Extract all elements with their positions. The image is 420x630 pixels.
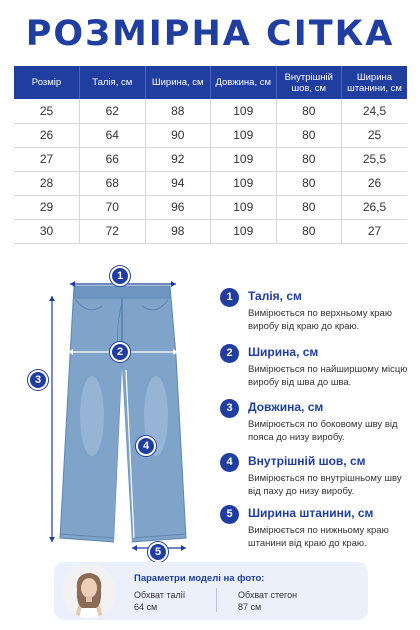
model-params-title: Параметри моделі на фото: [134, 573, 265, 584]
table-cell: 29 [14, 195, 80, 219]
marker-1: 1 [110, 266, 130, 286]
measurement-text: Вимірюється по нижньому краю штанини від краю до краю. [248, 525, 389, 549]
jeans-figure [30, 266, 210, 566]
model-waist-value: 64 см [134, 602, 158, 612]
measurement-number: 2 [220, 344, 239, 363]
table-cell: 109 [211, 219, 277, 243]
table-cell: 25 [14, 99, 80, 123]
table-row [14, 171, 407, 195]
measurement-text: Вимірюється по боковому шву від пояса до низу виробу. [248, 419, 398, 443]
table-cell: 68 [80, 171, 146, 195]
table-cell: 64 [80, 123, 146, 147]
marker-5: 5 [148, 542, 168, 562]
table-cell: 80 [276, 171, 342, 195]
table-cell: 92 [145, 147, 211, 171]
table-cell: 70 [80, 195, 146, 219]
table-row [14, 195, 407, 219]
table-cell: 90 [145, 123, 211, 147]
table-cell: 62 [80, 99, 146, 123]
model-divider [216, 588, 217, 612]
model-hips-value: 87 см [238, 602, 262, 612]
model-hips [238, 589, 297, 613]
model-hips-label: Обхват стегон [238, 590, 298, 600]
model-waist-label: Обхват талії [134, 590, 186, 600]
header-size: Розмір [14, 66, 80, 99]
table-cell: 80 [276, 123, 342, 147]
table-cell: 80 [276, 219, 342, 243]
table-cell: 26 [14, 123, 80, 147]
measurement-number: 5 [220, 505, 239, 524]
table-cell: 72 [80, 219, 146, 243]
header-length: Довжина, см [211, 66, 277, 99]
table-cell: 27 [14, 147, 80, 171]
table-cell: 109 [211, 147, 277, 171]
header-inseam: Внутрішній шов, см [276, 66, 342, 99]
table-header-row [14, 66, 407, 99]
measurement-text: Вимірюється по найширшому місцю виробу від шва до шва. [248, 364, 408, 388]
size-table [14, 66, 407, 244]
table-cell: 26 [342, 171, 408, 195]
table-cell: 30 [14, 219, 80, 243]
jeans-illustration-icon [30, 266, 210, 566]
table-cell: 109 [211, 171, 277, 195]
measurement-title: Внутрішній шов, см [248, 454, 366, 468]
table-cell: 27 [342, 219, 408, 243]
table-cell: 25,5 [342, 147, 408, 171]
page-title: РОЗМІРНА СІТКА [25, 14, 395, 54]
table-row [14, 147, 407, 171]
header-waist: Талія, см [80, 66, 146, 99]
table-cell: 94 [145, 171, 211, 195]
table-cell: 80 [276, 147, 342, 171]
table-cell: 80 [276, 195, 342, 219]
table-row [14, 123, 407, 147]
table-row [14, 99, 407, 123]
table-row [14, 219, 407, 243]
measurement-title: Ширина штанини, см [248, 506, 374, 520]
table-cell: 88 [145, 99, 211, 123]
model-waist [134, 589, 185, 613]
model-avatar-icon [62, 564, 116, 618]
measurement-text: Вимірюється по внутрішньому шву від паху до низу виробу. [248, 473, 402, 497]
table-cell: 109 [211, 123, 277, 147]
marker-3: 3 [28, 370, 48, 390]
measurement-title: Ширина, см [248, 345, 319, 359]
model-params-panel [54, 562, 368, 620]
measurement-title: Талія, см [248, 289, 302, 303]
measurement-title: Довжина, см [248, 400, 324, 414]
table-cell: 109 [211, 195, 277, 219]
table-cell: 26,5 [342, 195, 408, 219]
measurement-number: 4 [220, 453, 239, 472]
table-cell: 109 [211, 99, 277, 123]
measurement-number: 3 [220, 399, 239, 418]
header-leg-width: Ширина штанини, см [342, 66, 408, 99]
header-width: Ширина, см [145, 66, 211, 99]
table-cell: 66 [80, 147, 146, 171]
marker-2: 2 [110, 342, 130, 362]
table-cell: 28 [14, 171, 80, 195]
table-cell: 24,5 [342, 99, 408, 123]
measurement-number: 1 [220, 288, 239, 307]
table-cell: 25 [342, 123, 408, 147]
measurement-text: Вимірюється по верхньому краю виробу від краю до краю. [248, 308, 392, 332]
table-cell: 96 [145, 195, 211, 219]
table-cell: 80 [276, 99, 342, 123]
table-cell: 98 [145, 219, 211, 243]
marker-4: 4 [136, 436, 156, 456]
